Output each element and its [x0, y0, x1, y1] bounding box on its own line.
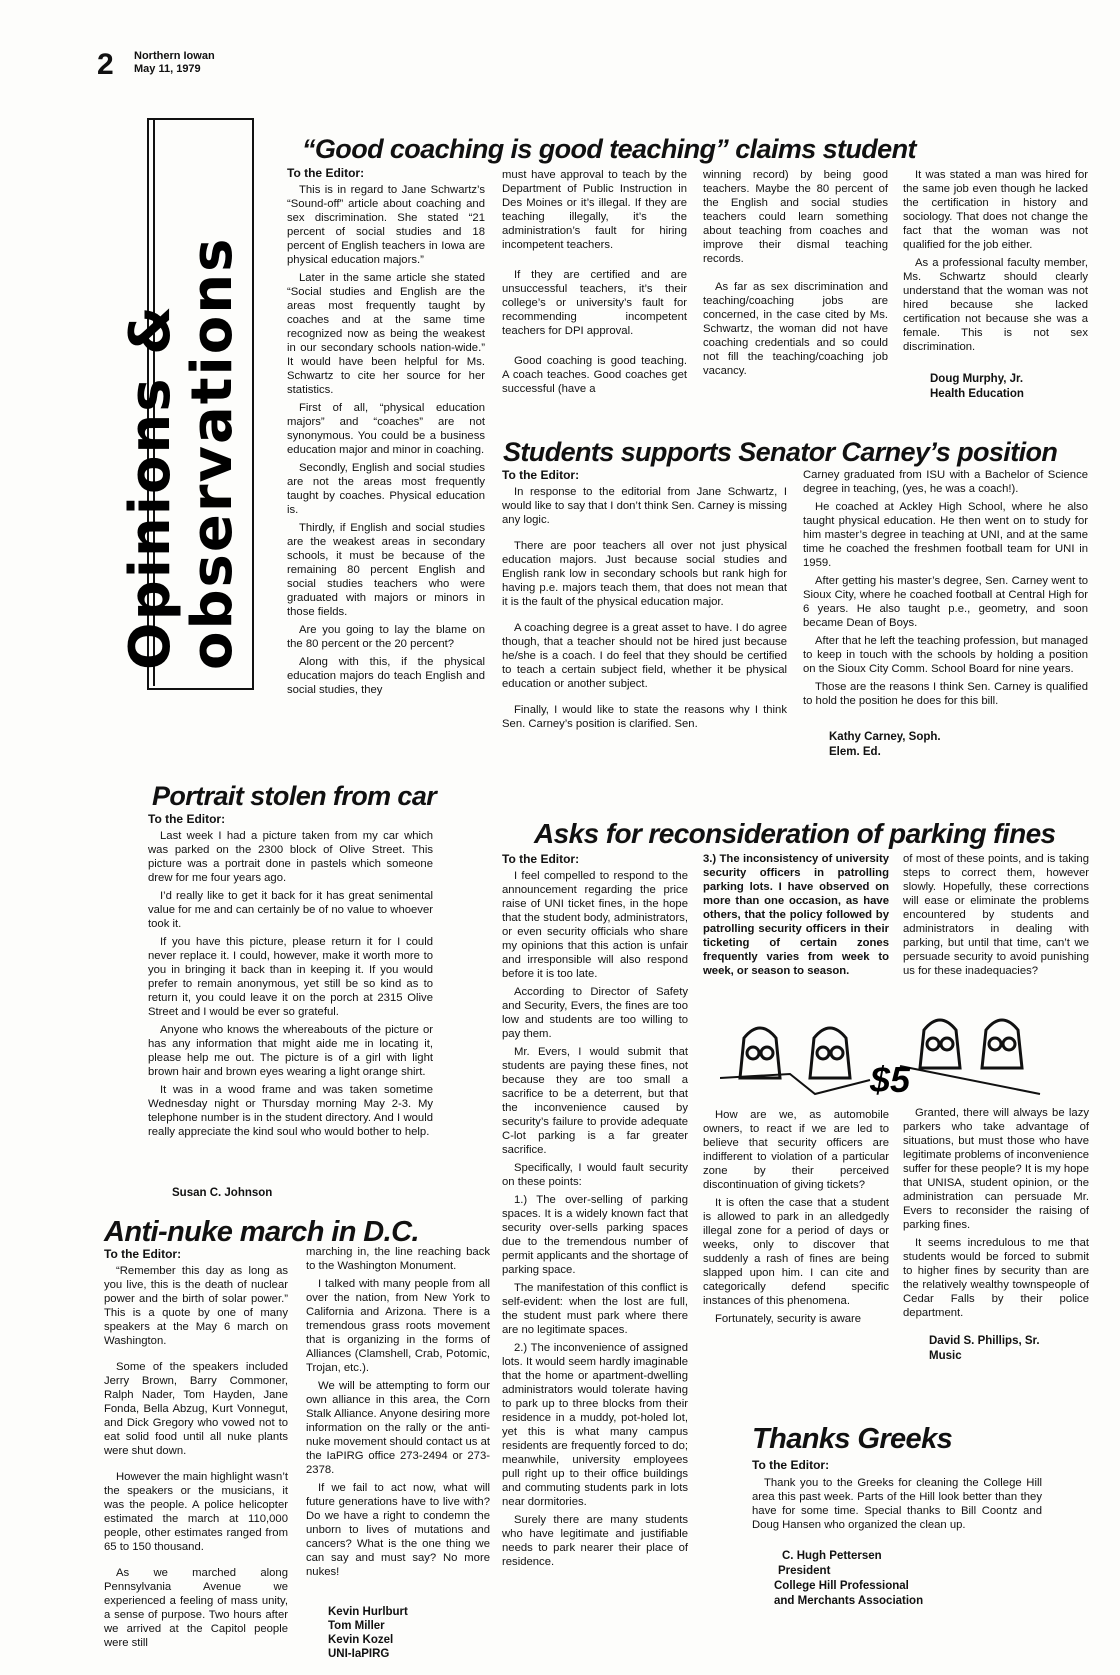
page-number: 2 [97, 48, 114, 81]
portrait-body: Last week I had a picture taken from my car which was parked on the 2300 block of Olive Street. This picture was a portrait done in pastels which someone drew for me four years ago. I’d really like to get it back for it has great senimental value for me and can certainly be of no value to whoever took it. If you have this picture, please return it for I could never replace it. I could, however, make it worth more to you in bringing it back than in keeping it. If you would prefer to remain anonymous, yet still be so kind as to return it, you could leave it on the porch at 2315 Olive Street and I would be ever so grateful. Anyone who knows the whereabouts of the picture or has any information that might aide me in locating it, please help me out. The picture is of a girl with light brown hair and brown eyes wearing a light orange shirt. It was in a wood frame and was taken sometime Wednesday night or Thursday morning May 2-3. My telephone number is in the student directory. And I would really appreciate the kind soul who would bother to help. [148, 830, 433, 1138]
fine-amount: $5 [870, 1059, 911, 1100]
parking-column-3: of most of these points, and is taking steps to correct them, however slowly. Hopefully, these corrections will ease or eliminate the problems encountered by students and administrators in dealing with parking, but until that time, can’t we persuade security to avoid punishing us for these inadequacies? [903, 853, 1089, 977]
antinuke-signature: Kevin Hurlburt Tom Miller Kevin Kozel UNI-IaPIRG [328, 1606, 408, 1660]
greeks-headline: Thanks Greeks [752, 1423, 953, 1455]
car-icon [982, 1020, 1022, 1068]
coaching-salutation: To the Editor: [287, 166, 365, 180]
carney-salutation: To the Editor: [502, 468, 580, 482]
greeks-signature: C. Hugh Pettersen President College Hill Professional and Merchants Association [774, 1550, 924, 1607]
parking-cartoon [720, 1008, 1060, 1100]
greeks-body: Thank you to the Greeks for cleaning the College Hill area this past week. Parts of the Hill look better than they have for some time. Special thanks to Bill Coontz and Doug Hansen who organized the clean up. [752, 1477, 1042, 1531]
portrait-salutation: To the Editor: [148, 812, 226, 826]
coaching-column-4: It was stated a man was hired for the same job even though he lacked the certification in history and sociology. That does not change the fact that the woman was not qualified for the job either. As a professional faculty member, Ms. Schwartz should clearly understand that the woman was not hired because she lacked certification not because she was a female. This is not sex discrimination. [903, 169, 1088, 353]
car-icon [810, 1028, 850, 1078]
section-banner-line2: observations [180, 236, 245, 670]
portrait-headline: Portrait stolen from car [152, 781, 437, 811]
coaching-headline: “Good coaching is good teaching” claims student [302, 134, 916, 164]
coaching-column-1: This is in regard to Jane Schwartz’s “Sound-off” article about coaching and sex discrimination. She stated “21 percent of social studies and 18 percent of English teachers in Iowa are physical education majors.” Later in the same article she stated “Social studies and English are the areas most frequently taught by coaches and at the same time recognized now as being the weakest in our secondary schools nation-wide.” It would have been helpful for Ms. Schwartz to cite her source for her statistics. First of all, “physical education majors” and “coaches” are not synonymous. You could be a business education major and minor in coaching. Secondly, English and social studies are not the areas most frequently taught by coaches. Physical education is. Thirdly, if English and social studies are the weakest areas in secondary schools, it must be because of the remaining 80 percent English and social studies teachers who were graduated with majors or minors in those fields. Are you going to lay the blame on the 80 percent or the 20 percent? Along with this, if the physical education majors do teach English and social studies, they [287, 184, 485, 696]
carney-signature: Kathy Carney, Soph. Elem. Ed. [829, 731, 941, 758]
section-banner-line1: Opinions & [118, 304, 183, 670]
parking-column-3b: Granted, there will always be lazy parkers who take advantage of situations, but must those who have legitimate problems of inconvenience suffer for these people? It is my hope that UNISA, student opinion, or the administration can persuade Mr. Evers to reconsider the raising of parking fines. It seems incredulous to me that students would be forced to submit to higher fines by security than are the relatively wealthy townspeople of Cedar Falls by their police department. [903, 1107, 1089, 1319]
carney-headline: Students supports Senator Carney’s position [503, 437, 1058, 467]
coaching-signature: Doug Murphy, Jr. Health Education [930, 373, 1024, 400]
antinuke-column-1: “Remember this day as long as you live, this is the death of nuclear power and the birth of solar power.” This is a quote by one of many speakers at the May 6 march on Washington. Some of the speakers included Jerry Brown, Barry Commoner, Ralph Nader, Tom Hayden, Jane Fonda, Bella Abzug, Kurt Vonnegut, and Dick Gregory who vowed not to eat solid food until all nuke plants were shut down. However the main highlight wasn’t the speakers or the musicians, it was the people. A police helicopter estimated the march at 110,000 people, other estimates ranged from 65 to 150 thousand. As we marched along Pennsylvania Avenue we experienced a feeling of mass unity, a sense of purpose. Two hours after we arrived at the Capitol people were still [104, 1265, 288, 1649]
carney-column-1: In response to the editorial from Jane Schwartz, I would like to say that I don’t think Sen. Carney is missing any logic. There are poor teachers all over not just physical education majors. Just because social studies and English rank low in secondary schools but rank high for having p.e. majors teach them, that does not mean that it is the fault of the physical education major. A coaching degree is a great asset to have. I do agree though, that a teacher should not be hired just because he/she is a coach. I do feel that they should be certified to teach a certain subject field, whether it be physical education or another subject. Finally, I would like to state the reasons why I think Sen. Carney’s position is clarified. Sen. [502, 486, 787, 730]
issue-date: May 11, 1979 [134, 63, 201, 75]
parking-column-1: I feel compelled to respond to the announcement regarding the price raise of UNI ticket fines, in the hope that the student body, administrators, or even security officials who share my opinions that this action is unfair and irresponsible will also respond before it is too late. According to Director of Safety and Security, Evers, the fines are too low and students are too willing to pay them. Mr. Evers, I would submit that students are paying these fines, not because they are too small a sacrifice to be a deterrent, but that the inconvenience caused by security’s failure to provide adequate C-lot parking is a far greater sacrifice. Specifically, I would fault security on these points: 1.) The over-selling of parking spaces. It is a widely known fact that security over-sells parking spaces due to the tremendous number of permit applicants and the shortage of parking space. The manifestation of this conflict is self-evident: when the lost are full, the student must park where there are no legitimate spaces. 2.) The inconvenience of assigned lots. It would seem hardly imaginable that the home or apartment-dwelling administrators would tolerate having to park up to three blocks from their residence in a muddy, pot-holed lot, yet this is what many campus residents are frequently forced to do; meanwhile, university employees pull right up to their office buildings and commuting students park in lots near dormitories. Surely there are many students who have legitimate and justifiable needs to park nearer their place of residence. [502, 870, 688, 1568]
portrait-signature: Susan C. Johnson [172, 1187, 273, 1199]
carney-column-2: Carney graduated from ISU with a Bachelor of Science degree in teaching, (yes, he was a coach!). He coached at Ackley High School, where he also taught physical education. He then went on to study for him master’s degree in teaching at UNI, and at the same time he coached the freshmen football team for UNI in 1959. After getting his master’s degree, Sen. Carney went to Sioux City, where he coached football at Central High for 6 years. He also taught p.e., geometry, and soon became Dean of Boys. After that he left the teaching profession, but managed to keep in touch with the schools by holding a position on the Sioux City Comm. School Board for nine years. Those are the reasons I think Sen. Carney is qualified to hold the position he does for this bill. [803, 469, 1088, 707]
parking-signature: David S. Phillips, Sr. Music [929, 1335, 1040, 1362]
coaching-column-3: winning record) by being good teachers. Maybe the 80 percent of the English and social studies teachers could learn something about teaching from coaches and improve their dismal teaching records. As far as sex discrimination and teaching/coaching jobs are concerned, in the case cited by Ms. Schwartz, the woman did not have coaching credentials and so could not fill the teaching/coaching job vacancy. [703, 169, 888, 377]
antinuke-salutation: To the Editor: [104, 1247, 182, 1261]
coaching-column-2: must have approval to teach by the Department of Public Instruction in Des Moines or it’s illegal. If they are teaching illegally, it’s the administration’s fault for hiring incompetent teachers. If they are certified and are unsuccessful teachers, it’s their college’s or university’s fault for recommending incompetent teachers for DPI approval. Good coaching is good teaching. A coach teaches. Good coaches get successful (have a [502, 169, 687, 395]
parking-headline: Asks for reconsideration of parking fines [534, 818, 1056, 849]
parking-column-2b: How are we, as automobile owners, to react if we are led to believe that security officers are indifferent to violation of a particular zone by their perceived discontinuation of giving tickets? It is often the case that a student is allowed to park in an alledgedly illegal zone for a period of days or weeks, only to discover that suddenly a rash of fines are being slapped upon him. I can cite and categorically defend specific instances of this phenomena. Fortunately, security is aware [703, 1109, 889, 1325]
parking-salutation: To the Editor: [502, 852, 580, 866]
greeks-salutation: To the Editor: [752, 1458, 830, 1472]
antinuke-headline: Anti-nuke march in D.C. [104, 1216, 419, 1248]
car-icon [740, 1028, 780, 1078]
masthead [134, 50, 215, 76]
parking-column-2: 3.) The inconsistency of university security officers in patrolling parking lots. I have observed on more than one occasion, as have others, that the policy followed by patrolling security officers in their ticketing of certain zones frequently varies from week to week, or season to season. [703, 853, 889, 977]
paper-name: Northern Iowan [134, 50, 215, 62]
antinuke-column-2: marching in, the line reaching back to the Washington Monument. I talked with many people from all over the nation, from New York to California and Arizona. There is a tremendous grass roots movement that is organizing in the forms of Alliances (Clamshell, Crab, Potomic, Trojan, etc.). We will be attempting to form our own alliance in this area, the Corn Stalk Alliance. Anyone desiring more information on the rally or the anti-nuke movement should contact us at the IaPIRG office 273-2494 or 273-2378. If we fail to act now, what will future generations have to live with? Do we have a right to condemn the unborn to lives of mutations and cancers? What is the one thing we can say and must say? No more nukes! [306, 1246, 490, 1578]
car-icon [920, 1020, 960, 1068]
section-banner [120, 150, 250, 670]
